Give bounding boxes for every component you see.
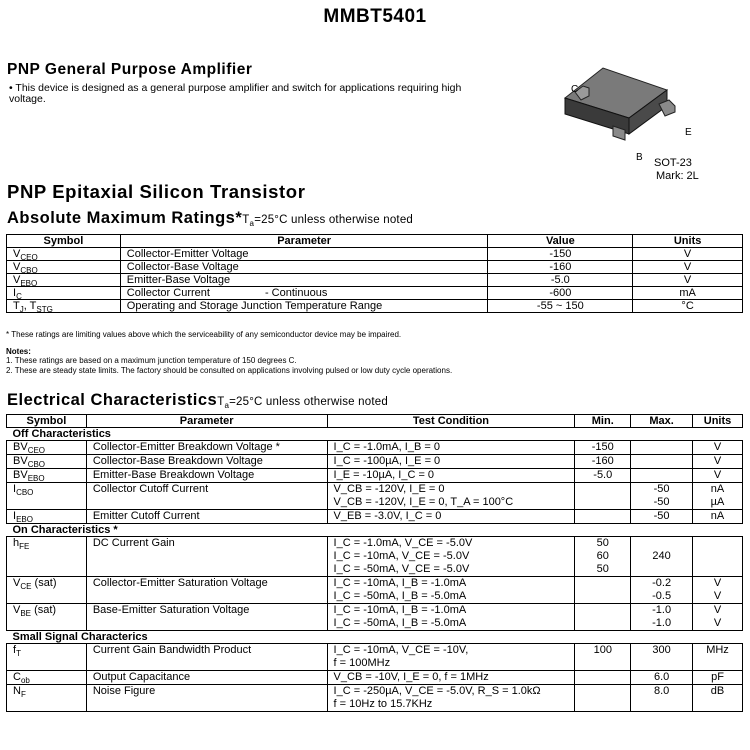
units-cell xyxy=(693,441,743,455)
parameter-cell: Emitter-Base Voltage xyxy=(120,274,488,287)
table-row xyxy=(7,455,743,469)
max-line: -1.0 xyxy=(652,604,672,616)
units-cell: °C xyxy=(633,300,743,313)
sot23-package-illustration xyxy=(555,60,725,145)
abs-max-header-row xyxy=(7,235,743,248)
symbol-subscript: CBO xyxy=(16,488,34,497)
symbol-text-2: , T xyxy=(23,300,37,312)
max-line: -50 xyxy=(653,483,670,495)
value-cell: -5.0 xyxy=(488,274,633,287)
min-line xyxy=(581,510,624,523)
units-cell xyxy=(693,455,743,469)
max-line: 8.0 xyxy=(653,685,670,697)
units-line: V xyxy=(713,455,722,467)
units-cell xyxy=(693,469,743,483)
table-row xyxy=(7,483,743,510)
symbol-text: V xyxy=(13,604,21,616)
max-cell xyxy=(631,483,693,510)
cond-cell xyxy=(327,441,575,455)
symbol-cell xyxy=(7,261,121,274)
symbol-subscript: ob xyxy=(20,676,30,685)
max-cell xyxy=(631,469,693,483)
note-2: 2. These are steady state limits. The factory should be consulted on applications involving pulsed or low duty cycle operations. xyxy=(6,366,453,375)
pin-e-label: E xyxy=(685,127,692,138)
min-cell xyxy=(575,483,631,510)
min-line xyxy=(581,671,624,684)
electrical-cond-sub: a xyxy=(224,401,230,410)
min-cell xyxy=(575,604,631,631)
cond-cell xyxy=(327,455,575,469)
parameter-cell: Base-Emitter Saturation Voltage xyxy=(86,604,327,631)
abs-max-cond-sub: a xyxy=(249,219,255,228)
parameter-cell: Collector-Base Voltage xyxy=(120,261,488,274)
header-units: Units xyxy=(693,415,743,428)
max-line: 6.0 xyxy=(653,671,670,683)
max-line: -0.5 xyxy=(652,590,672,602)
units-cell xyxy=(693,483,743,510)
min-cell xyxy=(575,441,631,455)
table-row xyxy=(7,537,743,577)
symbol-text: I xyxy=(13,287,17,299)
units-line: nA xyxy=(710,510,725,522)
symbol-cell xyxy=(7,483,87,510)
symbol-cell xyxy=(7,300,121,313)
units-line: V xyxy=(713,617,722,629)
min-line xyxy=(581,657,624,670)
units-line xyxy=(699,563,736,576)
cond-cell xyxy=(327,483,575,510)
max-line: -1.0 xyxy=(652,617,672,629)
cond-line: V_CB = -10V, I_E = 0, f = 1MHz xyxy=(333,671,489,683)
table-row xyxy=(7,469,743,483)
max-line xyxy=(637,537,686,550)
table-row xyxy=(7,274,743,287)
symbol-cell xyxy=(7,510,87,524)
cond-line: I_C = -50mA, V_CE = -5.0V xyxy=(333,563,470,575)
cond-cell xyxy=(327,671,575,685)
symbol-subscript: CEO xyxy=(20,253,38,262)
symbol-text: I xyxy=(13,510,17,522)
cond-cell xyxy=(327,577,575,604)
table-row xyxy=(7,671,743,685)
header-min: Min. xyxy=(575,415,631,428)
symbol-subscript: CBO xyxy=(27,460,46,469)
abs-max-cond-prefix: T xyxy=(242,214,250,226)
abs-max-heading-line xyxy=(7,209,413,228)
package-mark: Mark: 2L xyxy=(656,170,699,182)
min-line xyxy=(581,590,624,603)
device-subtitle: PNP General Purpose Amplifier xyxy=(7,61,253,78)
symbol-text: V xyxy=(13,274,21,286)
min-line xyxy=(581,617,624,630)
max-line xyxy=(637,657,686,670)
min-line: 50 xyxy=(596,563,609,575)
table-row xyxy=(7,604,743,631)
header-symbol: Symbol xyxy=(7,415,87,428)
section-row xyxy=(7,524,743,537)
parameter-cell: Emitter Cutoff Current xyxy=(86,510,327,524)
min-cell xyxy=(575,469,631,483)
pin-c-label: C xyxy=(571,84,579,95)
cond-line: f = 10Hz to 15.7KHz xyxy=(333,698,433,710)
symbol-cell xyxy=(7,604,87,631)
max-line xyxy=(637,563,686,576)
min-cell xyxy=(575,644,631,671)
electrical-heading-line xyxy=(7,391,388,410)
pin-b-label: B xyxy=(636,152,643,163)
device-description: • This device is designed as a general purpose amplifier and switch for applications requiring high voltage. xyxy=(9,82,462,105)
units-cell: V xyxy=(633,261,743,274)
electrical-table xyxy=(6,414,743,712)
part-number-title: MMBT5401 xyxy=(323,6,427,27)
min-line: 60 xyxy=(596,550,609,562)
symbol-text: V xyxy=(13,577,21,589)
cond-line: I_C = -250µA, V_CE = -5.0V, R_S = 1.0kΩ xyxy=(333,685,541,697)
transistor-heading: PNP Epitaxial Silicon Transistor xyxy=(7,181,306,202)
units-line: V xyxy=(713,604,722,616)
electrical-heading: Electrical Characteristics xyxy=(7,391,218,409)
units-line: V xyxy=(713,469,722,481)
units-cell: V xyxy=(633,274,743,287)
table-row xyxy=(7,441,743,455)
parameter-cell: Collector-Emitter Voltage xyxy=(120,248,488,261)
symbol-text: V xyxy=(13,261,21,273)
electrical-cond-prefix: T xyxy=(217,396,225,408)
cond-line: I_C = -50mA, I_B = -5.0mA xyxy=(333,617,467,629)
header-parameter: Parameter xyxy=(86,415,327,428)
package-name: SOT-23 xyxy=(654,157,692,169)
table-row xyxy=(7,577,743,604)
parameter-cell: Emitter-Base Breakdown Voltage xyxy=(86,469,327,483)
units-line xyxy=(699,657,736,670)
units-cell xyxy=(693,537,743,577)
symbol-cell xyxy=(7,537,87,577)
max-line xyxy=(637,441,686,454)
cond-line: I_C = -10mA, V_CE = -5.0V xyxy=(333,550,470,562)
section-title: On Characteristics * xyxy=(7,524,743,537)
units-cell xyxy=(693,644,743,671)
electrical-cond-suffix: =25°C unless otherwise noted xyxy=(229,396,388,408)
symbol-cell xyxy=(7,248,121,261)
min-cell xyxy=(575,455,631,469)
value-cell: -600 xyxy=(488,287,633,300)
cond-line: I_C = -10mA, I_B = -1.0mA xyxy=(333,577,467,589)
cond-cell xyxy=(327,604,575,631)
units-cell xyxy=(693,510,743,524)
min-line xyxy=(581,685,624,698)
max-line: -0.2 xyxy=(652,577,672,589)
parameter-cell: Collector-Base Breakdown Voltage xyxy=(86,455,327,469)
table-row xyxy=(7,261,743,274)
cond-cell xyxy=(327,469,575,483)
units-line: pF xyxy=(711,671,724,683)
value-cell: -150 xyxy=(488,248,633,261)
symbol-subscript: F xyxy=(20,690,26,699)
min-cell xyxy=(575,685,631,712)
symbol-subscript: CEO xyxy=(27,446,46,455)
max-line: 300 xyxy=(652,644,671,656)
cond-line: V_EB = -3.0V, I_C = 0 xyxy=(333,510,442,522)
symbol-cell xyxy=(7,441,87,455)
table-row xyxy=(7,287,743,300)
header-value: Value xyxy=(488,235,633,248)
header-units: Units xyxy=(633,235,743,248)
abs-max-cond-suffix: =25°C unless otherwise noted xyxy=(254,214,414,226)
section-title: Off Characteristics xyxy=(7,428,743,441)
max-cell xyxy=(631,671,693,685)
max-line xyxy=(637,698,686,711)
units-line xyxy=(699,537,736,550)
note-1: 1. These ratings are based on a maximum junction temperature of 150 degrees C. xyxy=(6,356,297,365)
table-row xyxy=(7,510,743,524)
units-line: V xyxy=(713,590,722,602)
parameter-cell: Current Gain Bandwidth Product xyxy=(86,644,327,671)
max-line: -50 xyxy=(653,510,670,522)
electrical-header-row xyxy=(7,415,743,428)
symbol-cell xyxy=(7,685,87,712)
cond-cell xyxy=(327,685,575,712)
units-line xyxy=(699,550,736,563)
min-line: -150 xyxy=(591,441,614,453)
units-line: V xyxy=(713,577,722,589)
symbol-cell xyxy=(7,274,121,287)
table-row xyxy=(7,644,743,671)
value-cell: -160 xyxy=(488,261,633,274)
section-title: Small Signal Characterics xyxy=(7,631,743,644)
symbol-subscript: J xyxy=(19,305,24,314)
units-cell: V xyxy=(633,248,743,261)
cond-line: I_C = -10mA, I_B = -1.0mA xyxy=(333,604,467,616)
header-max: Max. xyxy=(631,415,693,428)
symbol-subscript: CBO xyxy=(20,266,38,275)
parameter-cell: Noise Figure xyxy=(86,685,327,712)
min-line: -5.0 xyxy=(593,469,613,481)
section-row xyxy=(7,428,743,441)
abs-max-table xyxy=(6,234,743,313)
min-line: 100 xyxy=(593,644,612,656)
cond-line: f = 100MHz xyxy=(333,657,391,669)
parameter-cell: Output Capacitance xyxy=(86,671,327,685)
header-test-condition: Test Condition xyxy=(327,415,575,428)
min-line: -160 xyxy=(591,455,614,467)
cond-line: I_C = -100µA, I_E = 0 xyxy=(333,455,441,467)
cond-line: I_C = -1.0mA, V_CE = -5.0V xyxy=(333,537,473,549)
min-cell xyxy=(575,510,631,524)
max-cell xyxy=(631,510,693,524)
cond-line: V_CB = -120V, I_E = 0, T_A = 100°C xyxy=(333,496,514,508)
min-cell xyxy=(575,537,631,577)
units-line: MHz xyxy=(706,644,729,656)
symbol-cell xyxy=(7,671,87,685)
units-cell xyxy=(693,577,743,604)
parameter-cell: DC Current Gain xyxy=(86,537,327,577)
cond-line: I_C = -10mA, V_CE = -10V, xyxy=(333,644,469,656)
symbol-text: V xyxy=(13,248,21,260)
max-line: 240 xyxy=(652,550,671,562)
min-line xyxy=(581,604,624,617)
header-parameter: Parameter xyxy=(120,235,488,248)
max-line xyxy=(637,455,686,468)
symbol-text: BV xyxy=(13,455,28,467)
cond-line: V_CB = -120V, I_E = 0 xyxy=(333,483,445,495)
symbol-cell xyxy=(7,455,87,469)
notes-heading: Notes: xyxy=(6,347,31,356)
symbol-text: N xyxy=(13,685,21,697)
symbol-subscript: FE xyxy=(19,542,30,551)
units-line: V xyxy=(713,441,722,453)
symbol-text: C xyxy=(13,671,21,683)
cond-line: I_E = -10µA, I_C = 0 xyxy=(333,469,435,481)
value-cell: -55 ~ 150 xyxy=(488,300,633,313)
max-cell xyxy=(631,604,693,631)
header-symbol: Symbol xyxy=(7,235,121,248)
max-cell xyxy=(631,537,693,577)
symbol-cell xyxy=(7,577,87,604)
cond-line: I_C = -1.0mA, I_B = 0 xyxy=(333,441,440,453)
cond-line: I_C = -50mA, I_B = -5.0mA xyxy=(333,590,467,602)
parameter-cell: Collector-Emitter Breakdown Voltage * xyxy=(86,441,327,455)
min-cell xyxy=(575,671,631,685)
symbol-subscript-2: STG xyxy=(36,305,53,314)
units-cell xyxy=(693,604,743,631)
symbol-subscript: CE xyxy=(20,582,32,591)
max-cell xyxy=(631,644,693,671)
units-cell xyxy=(693,685,743,712)
symbol-text-2: (sat) xyxy=(31,604,57,616)
symbol-text: h xyxy=(13,537,20,549)
min-line: 50 xyxy=(596,537,609,549)
parameter-cell: Collector Current - Continuous xyxy=(120,287,488,300)
abs-max-footnote: * These ratings are limiting values above which the serviceability of any semiconductor device may be impaired. xyxy=(6,330,402,339)
symbol-text: f xyxy=(13,644,17,656)
max-cell xyxy=(631,455,693,469)
symbol-subscript: EBO xyxy=(16,515,33,524)
symbol-subscript: EBO xyxy=(27,474,45,483)
symbol-subscript: EBO xyxy=(20,279,38,288)
max-cell xyxy=(631,685,693,712)
symbol-cell xyxy=(7,469,87,483)
min-cell xyxy=(575,577,631,604)
table-row xyxy=(7,300,743,313)
parameter-cell: Operating and Storage Junction Temperature Range xyxy=(120,300,488,313)
symbol-subscript: BE xyxy=(20,609,32,618)
table-row xyxy=(7,685,743,712)
symbol-subscript: C xyxy=(16,292,22,301)
symbol-text: I xyxy=(13,483,17,495)
units-line: µA xyxy=(710,496,725,508)
symbol-text: BV xyxy=(13,441,28,453)
table-row xyxy=(7,248,743,261)
symbol-cell xyxy=(7,287,121,300)
section-row xyxy=(7,631,743,644)
parameter-cell: Collector Cutoff Current xyxy=(86,483,327,510)
max-cell xyxy=(631,441,693,455)
cond-cell xyxy=(327,510,575,524)
abs-max-heading: Absolute Maximum Ratings* xyxy=(7,209,243,227)
units-line: nA xyxy=(710,483,725,495)
max-line xyxy=(637,469,686,482)
symbol-cell xyxy=(7,644,87,671)
parameter-cell: Collector-Emitter Saturation Voltage xyxy=(86,577,327,604)
units-cell: mA xyxy=(633,287,743,300)
cond-cell xyxy=(327,644,575,671)
cond-cell xyxy=(327,537,575,577)
max-cell xyxy=(631,577,693,604)
symbol-text-2: (sat) xyxy=(31,577,57,589)
units-line: dB xyxy=(710,685,725,697)
units-line xyxy=(699,698,736,711)
symbol-text: T xyxy=(13,300,20,312)
min-line xyxy=(581,577,624,590)
symbol-text: BV xyxy=(13,469,28,481)
max-line: -50 xyxy=(653,496,670,508)
symbol-subscript: T xyxy=(16,649,21,658)
min-line xyxy=(581,698,624,711)
min-line xyxy=(581,496,624,509)
units-cell xyxy=(693,671,743,685)
min-line xyxy=(581,483,624,496)
